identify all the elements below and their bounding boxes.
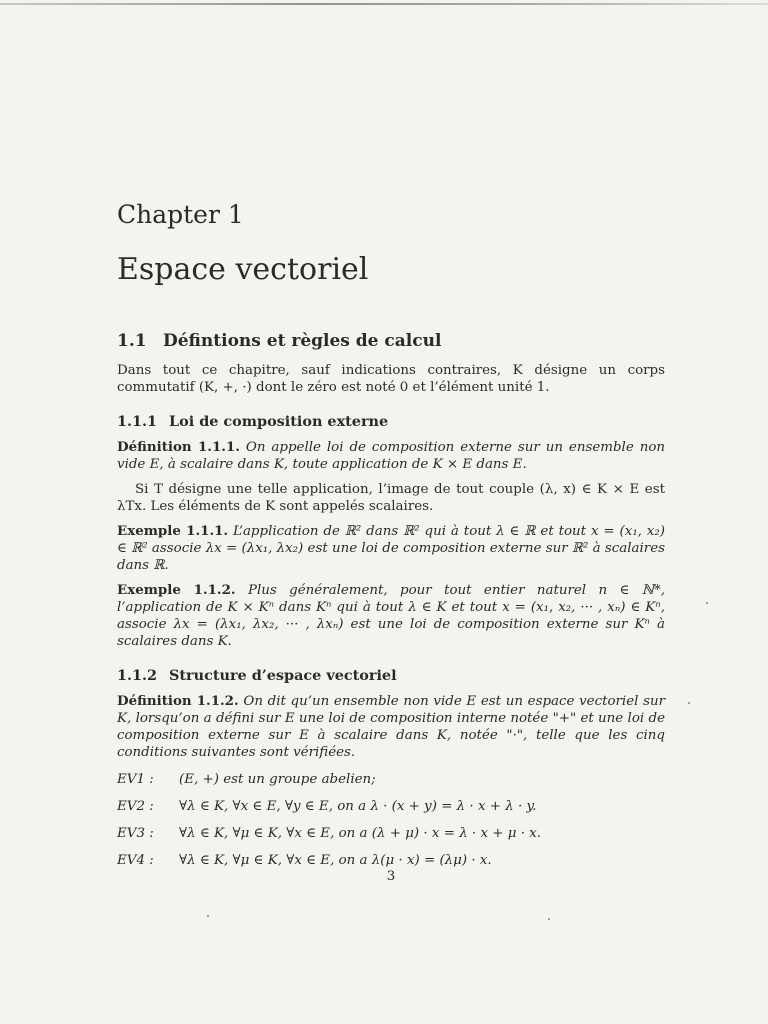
chapter-label: Chapter 1: [117, 200, 244, 229]
scan-edge-line: [0, 3, 768, 5]
axiom-ev1: [117, 771, 665, 788]
section-heading: [117, 330, 665, 352]
scan-speck: [548, 918, 550, 920]
paragraph-scalars: Si T désigne une telle application, l’image de tout couple (λ, x) ∈ K × E est λTx. Les éléments de K sont appelés scalaires.: [117, 482, 665, 514]
example-2: [117, 582, 665, 650]
axiom-label: EV1 :: [117, 772, 154, 787]
subsection-title: Structure d’espace vectoriel: [169, 667, 397, 684]
section-title: Défintions et règles de calcul: [163, 331, 442, 351]
axiom-label: EV4 :: [117, 853, 154, 868]
scan-speck: [688, 702, 690, 704]
axiom-text: ∀λ ∈ K, ∀x ∈ E, ∀y ∈ E, on a λ · (x + y) = λ · x + λ · y.: [179, 799, 537, 814]
example-text: L’application de ℝ² dans ℝ² qui à tout λ ∈ ℝ et tout x = (x₁, x₂) ∈ ℝ² associe λx = (λx₁, λx₂) est une loi de composition externe sur ℝ² à scalaires dans ℝ.: [117, 524, 665, 573]
definition-text: On dit qu’un ensemble non vide E est un espace vectoriel sur K, lorsqu’on a défini sur E une loi de composition interne notée "+" et une loi de composition externe sur E à scalaire dans K, notée "·", telle que les cinq conditions suivantes sont vérifiées.: [117, 694, 665, 760]
example-label: Exemple 1.1.2.: [117, 582, 236, 598]
example-1: [117, 523, 665, 574]
axiom-text: ∀λ ∈ K, ∀μ ∈ K, ∀x ∈ E, on a λ(μ · x) = (λμ) · x.: [179, 853, 492, 868]
axiom-label: EV3 :: [117, 826, 154, 841]
subsection-heading-2: [117, 666, 665, 685]
axiom-ev2: [117, 798, 665, 815]
scan-speck: [207, 915, 209, 917]
subsection-number: 1.1.1: [117, 413, 158, 430]
intro-paragraph: Dans tout ce chapitre, sauf indications contraires, K désigne un corps commutatif (K, +, ·) dont le zéro est noté 0 et l’élément unité 1.: [117, 363, 665, 395]
definition-label: Définition 1.1.1.: [117, 439, 240, 455]
axiom-ev4: [117, 852, 665, 869]
page-content: [117, 200, 666, 884]
definition-label: Définition 1.1.2.: [117, 693, 239, 709]
subsection-heading-1: [117, 412, 665, 431]
axiom-ev3: [117, 825, 665, 842]
axiom-text: ∀λ ∈ K, ∀μ ∈ K, ∀x ∈ E, on a (λ + μ) · x = λ · x + μ · x.: [179, 826, 542, 841]
scan-speck: [706, 602, 708, 604]
definition-1: [117, 439, 665, 473]
definition-2: [117, 693, 665, 761]
definition-text: On appelle loi de composition externe sur un ensemble non vide E, à scalaire dans K, toute application de K × E dans E.: [117, 440, 666, 472]
section-number: 1.1: [117, 331, 147, 351]
example-label: Exemple 1.1.1.: [117, 523, 229, 539]
page-number: 3: [386, 869, 396, 884]
axiom-text: (E, +) est un groupe abelien;: [179, 772, 376, 787]
subsection-title: Loi de composition externe: [169, 413, 389, 430]
axiom-label: EV2 :: [117, 799, 154, 814]
example-text: Plus généralement, pour tout entier naturel n ∈ ℕ*, l’application de K × Kⁿ dans Kⁿ qui à tout λ ∈ K et tout x = (x₁, x₂, ··· , xₙ) ∈ Kⁿ, associe λx = (λx₁, λx₂, ··· , λxₙ) est une loi de composition externe sur Kⁿ à scalaires dans K.: [117, 583, 665, 649]
subsection-number: 1.1.2: [117, 667, 158, 684]
chapter-title: Espace vectoriel: [117, 252, 369, 287]
